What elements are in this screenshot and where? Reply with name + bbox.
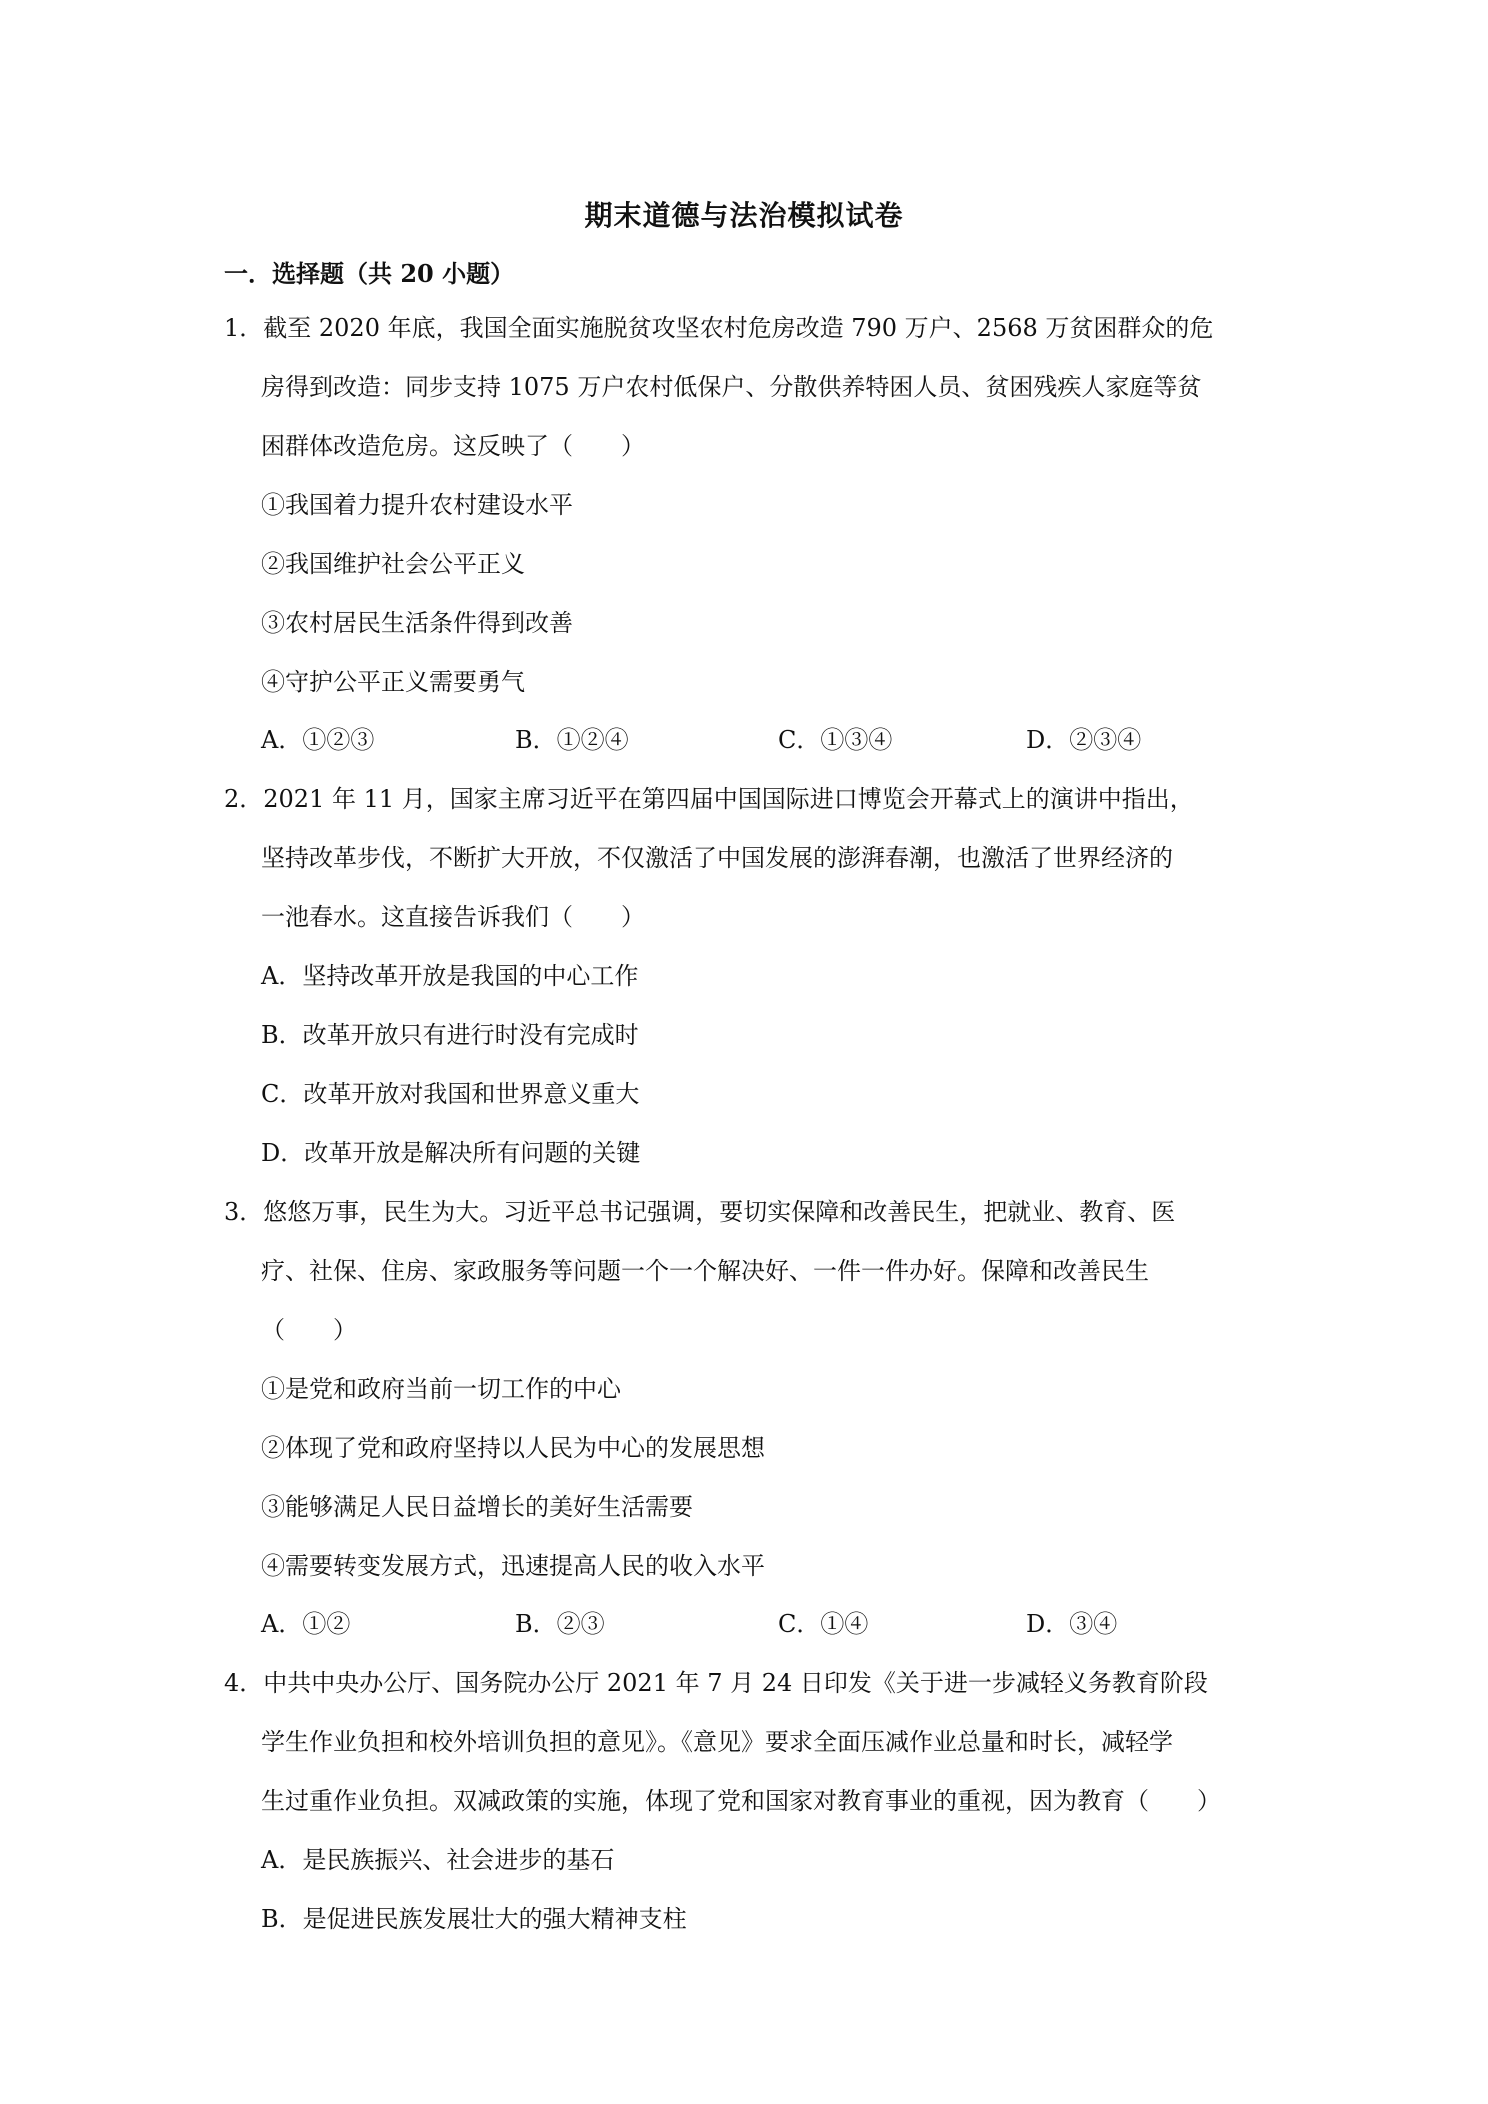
question-1-line-3: 困群体改造危房。这反映了（ ） xyxy=(261,432,645,460)
choice-a: A．①②③ xyxy=(261,726,375,754)
question-2-option-b: B．改革开放只有进行时没有完成时 xyxy=(261,1021,639,1049)
choice-b: B．②③ xyxy=(515,1610,605,1638)
question-3-line-1: 3．悠悠万事，民生为大。习近平总书记强调，要切实保障和改善民生，把就业、教育、医 xyxy=(224,1198,1176,1226)
question-3-statement-2: ②体现了党和政府坚持以人民为中心的发展思想 xyxy=(261,1434,765,1462)
question-1-statement-2: ②我国维护社会公平正义 xyxy=(261,550,525,578)
question-2-line-3: 一池春水。这直接告诉我们（ ） xyxy=(261,903,645,931)
question-3-line-2: 疗、社保、住房、家政服务等问题一个一个解决好、一件一件办好。保障和改善民生 xyxy=(261,1257,1149,1285)
question-2-option-c: C．改革开放对我国和世界意义重大 xyxy=(261,1080,640,1108)
exam-title: 期末道德与法治模拟试卷 xyxy=(584,199,904,232)
question-4-line-2: 学生作业负担和校外培训负担的意见》。《意见》要求全面压减作业总量和时长，减轻学 xyxy=(261,1728,1173,1756)
choice-c: C．①④ xyxy=(778,1610,869,1638)
choice-d: D．③④ xyxy=(1026,1610,1118,1638)
question-3-statement-4: ④需要转变发展方式，迅速提高人民的收入水平 xyxy=(261,1552,765,1580)
question-2-option-a: A．坚持改革开放是我国的中心工作 xyxy=(261,962,639,990)
section-heading: 一．选择题（共 20 小题） xyxy=(224,259,515,288)
question-1-line-2: 房得到改造：同步支持 1075 万户农村低保户、分散供养特困人员、贫困残疾人家庭等贫 xyxy=(261,373,1202,401)
question-1-statement-3: ③农村居民生活条件得到改善 xyxy=(261,609,573,637)
question-4-option-b: B．是促进民族发展壮大的强大精神支柱 xyxy=(261,1905,687,1933)
choice-b: B．①②④ xyxy=(515,726,629,754)
question-4-option-a: A．是民族振兴、社会进步的基石 xyxy=(261,1846,615,1874)
question-3-statement-1: ①是党和政府当前一切工作的中心 xyxy=(261,1375,621,1403)
question-1-statement-1: ①我国着力提升农村建设水平 xyxy=(261,491,573,519)
choice-c: C．①③④ xyxy=(778,726,893,754)
choice-d: D．②③④ xyxy=(1026,726,1142,754)
question-4-line-1: 4．中共中央办公厅、国务院办公厅 2021 年 7 月 24 日印发《关于进一步减轻义务教育阶段 xyxy=(224,1669,1208,1697)
question-3-line-3: （ ） xyxy=(261,1316,357,1344)
question-1-line-1: 1．截至 2020 年底，我国全面实施脱贫攻坚农村危房改造 790 万户、2568 万贫困群众的危 xyxy=(224,314,1214,342)
question-3-statement-3: ③能够满足人民日益增长的美好生活需要 xyxy=(261,1493,693,1521)
question-2-line-2: 坚持改革步伐，不断扩大开放，不仅激活了中国发展的澎湃春潮，也激活了世界经济的 xyxy=(261,844,1173,872)
choice-a: A．①② xyxy=(261,1610,351,1638)
question-1-statement-4: ④守护公平正义需要勇气 xyxy=(261,668,525,696)
question-4-line-3: 生过重作业负担。双减政策的实施，体现了党和国家对教育事业的重视，因为教育（ ） xyxy=(261,1787,1221,1815)
question-2-line-1: 2．2021 年 11 月，国家主席习近平在第四届中国国际进口博览会开幕式上的演讲中指出， xyxy=(224,785,1194,813)
question-2-option-d: D．改革开放是解决所有问题的关键 xyxy=(261,1139,641,1167)
